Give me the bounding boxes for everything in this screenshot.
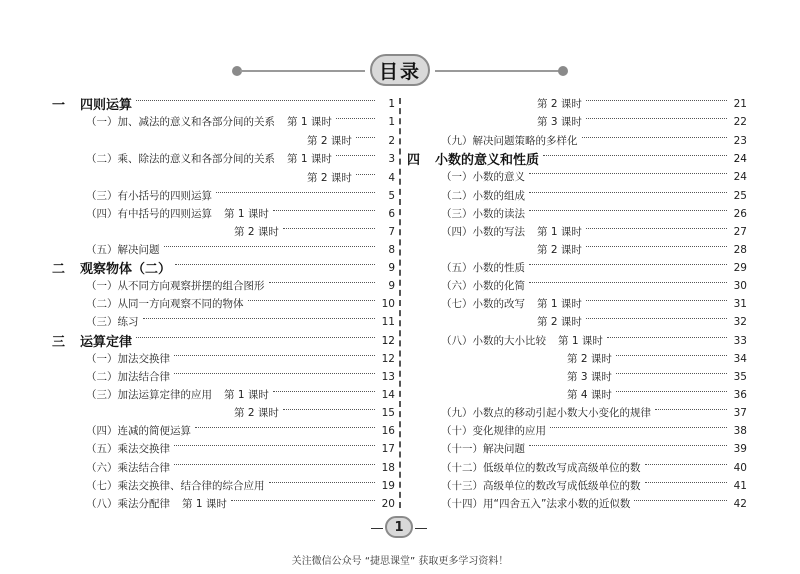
page-ref: 32 — [733, 315, 747, 328]
leader-dots — [616, 373, 727, 374]
page-ref: 38 — [733, 424, 747, 437]
title-rule-right — [435, 70, 560, 72]
column-divider — [399, 98, 401, 508]
toc-entry[interactable] — [407, 223, 747, 240]
leader-dots — [634, 500, 727, 501]
leader-dots — [586, 300, 727, 301]
entry-title: （二）乘、除法的意义和各部分间的关系 — [86, 153, 275, 165]
lesson-label: 第 2 课时 — [537, 98, 582, 110]
chapter-number: 三 — [52, 335, 66, 350]
leader-dots — [543, 155, 727, 156]
page-ref: 26 — [733, 207, 747, 220]
page-ref: 34 — [733, 352, 747, 365]
toc-entry[interactable] — [407, 368, 747, 385]
lesson-label: 第 2 课时 — [234, 407, 279, 419]
page-ref: 19 — [381, 479, 395, 492]
toc-entry[interactable] — [407, 241, 747, 258]
toc-entry[interactable] — [407, 332, 747, 349]
toc-entry[interactable] — [52, 187, 395, 204]
page-ref: 11 — [381, 315, 395, 328]
entry-title: （七）乘法交换律、结合律的综合应用 — [86, 480, 265, 492]
entry-title: （十）变化规律的应用 — [441, 425, 546, 437]
chapter-title: 运算定律 — [80, 335, 133, 350]
page-ref: 25 — [733, 189, 747, 202]
leader-dots — [529, 210, 727, 211]
leader-dots — [136, 337, 375, 338]
chapter-title: 观察物体（二） — [80, 262, 172, 277]
toc-entry[interactable] — [52, 113, 395, 130]
lesson-label: 第 2 课时 — [537, 244, 582, 256]
entry-title: （一）加法交换律 — [86, 353, 170, 365]
leader-dots — [336, 155, 375, 156]
page-ref: 1 — [388, 115, 395, 128]
leader-dots — [356, 174, 375, 175]
toc-entry[interactable] — [52, 459, 395, 476]
page-ref: 24 — [733, 152, 747, 165]
leader-dots — [582, 137, 728, 138]
page-ref: 24 — [733, 170, 747, 183]
lesson-label: 第 1 课时 — [537, 298, 582, 310]
lesson-label: 第 2 课时 — [307, 135, 352, 147]
toc-entry[interactable] — [52, 150, 395, 167]
toc-chapter[interactable] — [52, 95, 395, 112]
leader-dots — [655, 409, 727, 410]
entry-title: （一）加、减法的意义和各部分间的关系 — [86, 116, 275, 128]
page-ref: 27 — [733, 225, 747, 238]
entry-title: （二）小数的组成 — [441, 190, 525, 202]
toc-entry[interactable] — [52, 350, 395, 367]
leader-dots — [586, 100, 727, 101]
toc-entry[interactable] — [407, 350, 747, 367]
entry-title: （五）解决问题 — [86, 244, 160, 256]
entry-title: （四）小数的写法 — [441, 226, 525, 238]
toc-entry[interactable] — [407, 477, 747, 494]
toc-chapter[interactable] — [407, 150, 747, 167]
toc-entry[interactable] — [407, 495, 747, 512]
title-dot-right — [558, 66, 568, 76]
page-ref: 22 — [733, 115, 747, 128]
lesson-label: 第 4 课时 — [567, 389, 612, 401]
toc-entry[interactable] — [407, 422, 747, 439]
entry-title: （五）乘法交换律 — [86, 443, 170, 455]
entry-title: （十一）解决问题 — [441, 443, 525, 455]
leader-dots — [529, 192, 727, 193]
toc-entry[interactable] — [407, 313, 747, 330]
page-number-rule-right — [415, 528, 427, 529]
entry-title: （十四）用“四舍五入”法求小数的近似数 — [441, 498, 631, 510]
page-ref: 33 — [733, 334, 747, 347]
page-ref: 37 — [733, 406, 747, 419]
page-ref: 41 — [733, 479, 747, 492]
entry-title: （一）小数的意义 — [441, 171, 525, 183]
page-ref: 15 — [381, 406, 395, 419]
lesson-label: 第 1 课时 — [182, 498, 227, 510]
leader-dots — [550, 427, 727, 428]
entry-title: （四）连减的简便运算 — [86, 425, 191, 437]
page-ref: 9 — [388, 261, 395, 274]
leader-dots — [607, 337, 727, 338]
lesson-label: 第 2 课时 — [537, 316, 582, 328]
page-ref: 21 — [733, 97, 747, 110]
toc-entry[interactable] — [407, 205, 747, 222]
lesson-label: 第 1 课时 — [287, 153, 332, 165]
entry-title: （一）从不同方向观察拼摆的组合图形 — [86, 280, 265, 292]
page-ref: 40 — [733, 461, 747, 474]
toc-entry[interactable] — [52, 440, 395, 457]
chapter-title: 四则运算 — [80, 98, 133, 113]
toc-entry[interactable] — [407, 187, 747, 204]
page-ref: 23 — [733, 134, 747, 147]
page-ref: 29 — [733, 261, 747, 274]
leader-dots — [283, 228, 375, 229]
lesson-label: 第 2 课时 — [567, 353, 612, 365]
toc-entry[interactable] — [52, 205, 395, 222]
leader-dots — [586, 228, 727, 229]
leader-dots — [273, 391, 375, 392]
leader-dots — [529, 445, 727, 446]
page-ref: 18 — [381, 461, 395, 474]
page-title: 目录 — [370, 54, 430, 86]
leader-dots — [269, 282, 376, 283]
leader-dots — [529, 264, 727, 265]
leader-dots — [529, 173, 727, 174]
leader-dots — [174, 373, 375, 374]
page-ref: 42 — [733, 497, 747, 510]
entry-title: （三）小数的读法 — [441, 208, 525, 220]
toc-entry[interactable] — [407, 168, 747, 185]
entry-title: （五）小数的性质 — [441, 262, 525, 274]
leader-dots — [195, 427, 375, 428]
leader-dots — [273, 210, 375, 211]
toc-entry[interactable] — [407, 113, 747, 130]
leader-dots — [356, 137, 375, 138]
toc-entry[interactable] — [52, 169, 395, 186]
page-ref: 3 — [388, 152, 395, 165]
page-ref: 12 — [381, 334, 395, 347]
toc-entry[interactable] — [52, 241, 395, 258]
toc-entry[interactable] — [52, 404, 395, 421]
entry-title: （八）小数的大小比较 — [441, 335, 546, 347]
leader-dots — [645, 482, 728, 483]
page-ref: 13 — [381, 370, 395, 383]
lesson-label: 第 3 课时 — [567, 371, 612, 383]
leader-dots — [175, 264, 375, 265]
toc-entry[interactable] — [407, 295, 747, 312]
page-ref: 16 — [381, 424, 395, 437]
page-ref: 4 — [388, 171, 395, 184]
lesson-label: 第 2 课时 — [234, 226, 279, 238]
toc-entry[interactable] — [52, 386, 395, 403]
leader-dots — [586, 246, 727, 247]
page-ref: 6 — [388, 207, 395, 220]
page-ref: 20 — [381, 497, 395, 510]
leader-dots — [174, 445, 375, 446]
toc-chapter[interactable] — [52, 259, 395, 276]
toc-entry[interactable] — [52, 368, 395, 385]
lesson-label: 第 1 课时 — [287, 116, 332, 128]
page-ref: 9 — [388, 279, 395, 292]
leader-dots — [616, 391, 727, 392]
page-ref: 39 — [733, 442, 747, 455]
entry-title: （六）乘法结合律 — [86, 462, 170, 474]
title-banner — [230, 54, 570, 88]
leader-dots — [248, 300, 376, 301]
chapter-number: 一 — [52, 98, 66, 113]
toc-entry[interactable] — [407, 259, 747, 276]
entry-title: （二）从同一方向观察不同的物体 — [86, 298, 244, 310]
leader-dots — [174, 464, 375, 465]
page-ref: 36 — [733, 388, 747, 401]
lesson-label: 第 1 课时 — [558, 335, 603, 347]
chapter-number: 二 — [52, 262, 66, 277]
page-number-rule-left — [371, 528, 383, 529]
leader-dots — [529, 282, 727, 283]
entry-title: （二）加法结合律 — [86, 371, 170, 383]
toc-entry[interactable] — [407, 132, 747, 149]
entry-title: （四）有中括号的四则运算 — [86, 208, 212, 220]
chapter-title: 小数的意义和性质 — [435, 153, 540, 168]
lesson-label: 第 1 课时 — [537, 226, 582, 238]
entry-title: （三）有小括号的四则运算 — [86, 190, 212, 202]
page-ref: 31 — [733, 297, 747, 310]
toc-entry[interactable] — [52, 313, 395, 330]
leader-dots — [216, 192, 375, 193]
entry-title: （九）小数点的移动引起小数大小变化的规律 — [441, 407, 651, 419]
lesson-label: 第 1 课时 — [224, 208, 269, 220]
toc-entry[interactable] — [407, 277, 747, 294]
leader-dots — [336, 118, 375, 119]
leader-dots — [586, 118, 727, 119]
page-ref: 5 — [388, 189, 395, 202]
title-rule-left — [240, 70, 365, 72]
leader-dots — [136, 100, 375, 101]
lesson-label: 第 2 课时 — [307, 172, 352, 184]
lesson-label: 第 3 课时 — [537, 116, 582, 128]
lesson-label: 第 1 课时 — [224, 389, 269, 401]
entry-title: （十二）低级单位的数改写成高级单位的数 — [441, 462, 641, 474]
leader-dots — [616, 355, 727, 356]
toc-chapter[interactable] — [52, 332, 395, 349]
page-ref: 35 — [733, 370, 747, 383]
leader-dots — [174, 355, 375, 356]
page-ref: 7 — [388, 225, 395, 238]
page-ref: 2 — [388, 134, 395, 147]
entry-title: （三）练习 — [86, 316, 139, 328]
entry-title: （九）解决问题策略的多样化 — [441, 135, 578, 147]
toc-entry[interactable] — [52, 477, 395, 494]
toc-entry[interactable] — [52, 277, 395, 294]
page-ref: 17 — [381, 442, 395, 455]
toc-entry[interactable] — [407, 386, 747, 403]
leader-dots — [586, 318, 727, 319]
toc-entry[interactable] — [407, 459, 747, 476]
toc-entry[interactable] — [407, 440, 747, 457]
page-ref: 30 — [733, 279, 747, 292]
toc-entry[interactable] — [52, 295, 395, 312]
entry-title: （三）加法运算定律的应用 — [86, 389, 212, 401]
toc-entry[interactable] — [407, 404, 747, 421]
page-ref: 8 — [388, 243, 395, 256]
footer-note: 关注微信公众号 “捷思课堂” 获取更多学习资料！ — [291, 556, 509, 567]
page-number: 1 — [385, 516, 413, 538]
entry-title: （七）小数的改写 — [441, 298, 525, 310]
toc-entry[interactable] — [52, 132, 395, 149]
toc-entry[interactable] — [52, 422, 395, 439]
page-ref: 14 — [381, 388, 395, 401]
leader-dots — [231, 500, 375, 501]
leader-dots — [164, 246, 376, 247]
page-ref: 12 — [381, 352, 395, 365]
entry-title: （十三）高级单位的数改写成低级单位的数 — [441, 480, 641, 492]
leader-dots — [143, 318, 376, 319]
leader-dots — [645, 464, 728, 465]
page-ref: 10 — [381, 297, 395, 310]
page-ref: 1 — [388, 97, 395, 110]
toc-entry[interactable] — [52, 223, 395, 240]
page-ref: 28 — [733, 243, 747, 256]
toc-entry[interactable] — [52, 495, 395, 512]
chapter-number: 四 — [407, 153, 421, 168]
leader-dots — [283, 409, 375, 410]
entry-title: （六）小数的化简 — [441, 280, 525, 292]
toc-entry[interactable] — [407, 95, 747, 112]
leader-dots — [269, 482, 376, 483]
entry-title: （八）乘法分配律 — [86, 498, 170, 510]
